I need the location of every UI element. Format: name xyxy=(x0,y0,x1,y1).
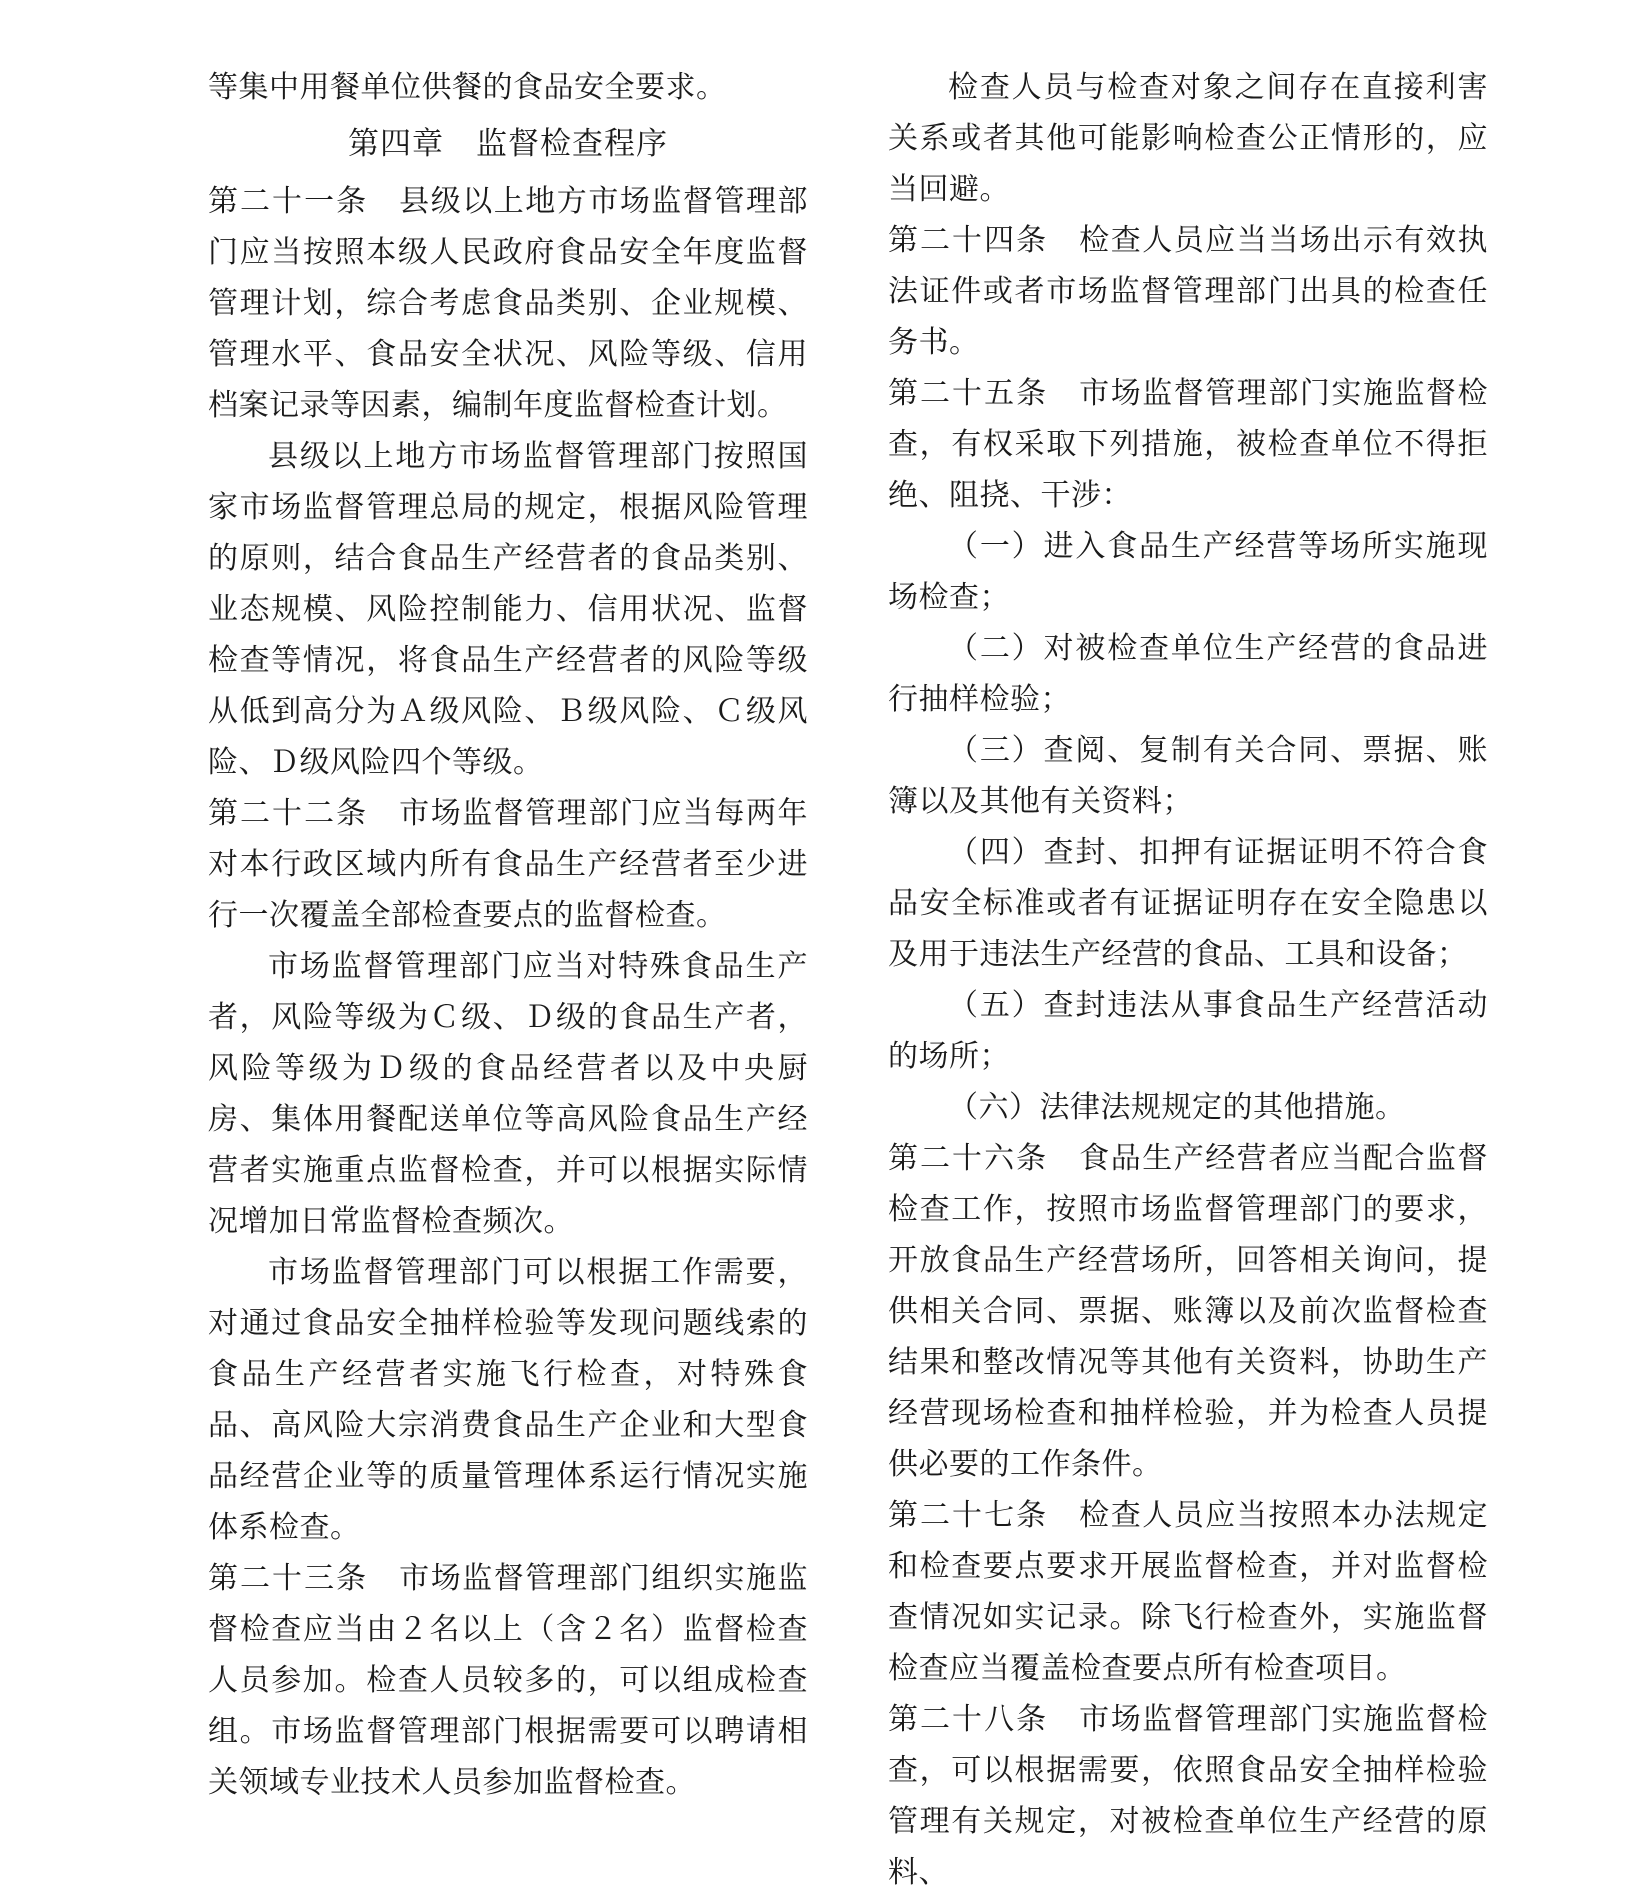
article-25 xyxy=(888,368,1488,521)
article-22-paragraph-3: 市场监督管理部门可以根据工作需要，对通过食品安全抽样检验等发现问题线索的食品生产经营者实施飞行检查，对特殊食品、高风险大宗消费食品生产企业和大型食品经营企业等的质量管理体系运行情况实施体系检查。 xyxy=(208,1255,808,1545)
article-28-title: 第二十八条 xyxy=(888,1702,1049,1737)
article-23-paragraph-2: 检查人员与检查对象之间存在直接利害关系或者其他可能影响检查公正情形的，应当回避。 xyxy=(888,70,1488,207)
article-21-title: 第二十一条 xyxy=(208,184,369,219)
article-25-item-5: （五）查封违法从事食品生产经营活动的场所； xyxy=(888,988,1488,1074)
article-28 xyxy=(888,1694,1488,1898)
left-column xyxy=(208,62,808,1808)
article-24 xyxy=(888,215,1488,368)
article-26 xyxy=(888,1133,1488,1490)
article-21 xyxy=(208,176,808,431)
article-26-text: 食品生产经营者应当配合监督检查工作，按照市场监督管理部门的要求，开放食品生产经营场所，回答相关询问，提供相关合同、票据、账簿以及前次监督检查结果和整改情况等其他有关资料，协助生产经营现场检查和抽样检验，并为检查人员提供必要的工作条件。 xyxy=(888,1141,1489,1482)
article-21-paragraph-2: 县级以上地方市场监督管理部门按照国家市场监督管理总局的规定，根据风险管理的原则，结合食品生产经营者的食品类别、业态规模、风险控制能力、信用状况、监督检查等情况，将食品生产经营者的风险等级从低到高分为Ａ级风险、Ｂ级风险、Ｃ级风险、Ｄ级风险四个等级。 xyxy=(208,439,808,780)
article-23 xyxy=(208,1553,808,1808)
article-26-title: 第二十六条 xyxy=(888,1141,1049,1176)
article-28-text: 市场监督管理部门实施监督检查，可以根据需要，依照食品安全抽样检验管理有关规定，对被检查单位生产经营的原料、 xyxy=(888,1702,1489,1890)
article-27-text: 检查人员应当按照本办法规定和检查要点要求开展监督检查，并对监督检查情况如实记录。除飞行检查外，实施监督检查应当覆盖检查要点所有检查项目。 xyxy=(888,1498,1489,1686)
article-22 xyxy=(208,788,808,941)
article-22-title: 第二十二条 xyxy=(208,796,369,831)
article-22-text: 市场监督管理部门应当每两年对本行政区域内所有食品生产经营者至少进行一次覆盖全部检查要点的监督检查。 xyxy=(208,796,809,933)
paragraph-continuation: 等集中用餐单位供餐的食品安全要求。 xyxy=(208,70,727,105)
right-column xyxy=(888,62,1488,1898)
article-25-text: 市场监督管理部门实施监督检查，有权采取下列措施，被检查单位不得拒绝、阻挠、干涉： xyxy=(888,376,1489,513)
chapter-heading: 第四章 监督检查程序 xyxy=(348,126,668,162)
article-24-title: 第二十四条 xyxy=(888,223,1049,258)
article-24-text: 检查人员应当当场出示有效执法证件或者市场监督管理部门出具的检查任务书。 xyxy=(888,223,1489,360)
article-21-text: 县级以上地方市场监督管理部门应当按照本级人民政府食品安全年度监督管理计划，综合考虑食品类别、企业规模、管理水平、食品安全状况、风险等级、信用档案记录等因素，编制年度监督检查计划。 xyxy=(208,184,809,423)
article-23-title: 第二十三条 xyxy=(208,1561,369,1596)
article-27-title: 第二十七条 xyxy=(888,1498,1049,1533)
article-25-item-1: （一）进入食品生产经营等场所实施现场检查； xyxy=(888,529,1488,615)
article-27 xyxy=(888,1490,1488,1694)
article-25-item-4: （四）查封、扣押有证据证明不符合食品安全标准或者有证据证明存在安全隐患以及用于违法生产经营的食品、工具和设备； xyxy=(888,835,1488,972)
article-25-item-2: （二）对被检查单位生产经营的食品进行抽样检验； xyxy=(888,631,1488,717)
article-22-paragraph-2: 市场监督管理部门应当对特殊食品生产者，风险等级为Ｃ级、Ｄ级的食品生产者，风险等级为Ｄ级的食品经营者以及中央厨房、集体用餐配送单位等高风险食品生产经营者实施重点监督检查，并可以根据实际情况增加日常监督检查频次。 xyxy=(208,949,808,1239)
article-25-title: 第二十五条 xyxy=(888,376,1049,411)
article-25-item-6: （六）法律法规规定的其他措施。 xyxy=(948,1090,1406,1125)
article-25-item-3: （三）查阅、复制有关合同、票据、账簿以及其他有关资料； xyxy=(888,733,1488,819)
article-23-text: 市场监督管理部门组织实施监督检查应当由２名以上（含２名）监督检查人员参加。检查人员较多的，可以组成检查组。市场监督管理部门根据需要可以聘请相关领域专业技术人员参加监督检查。 xyxy=(208,1561,809,1800)
